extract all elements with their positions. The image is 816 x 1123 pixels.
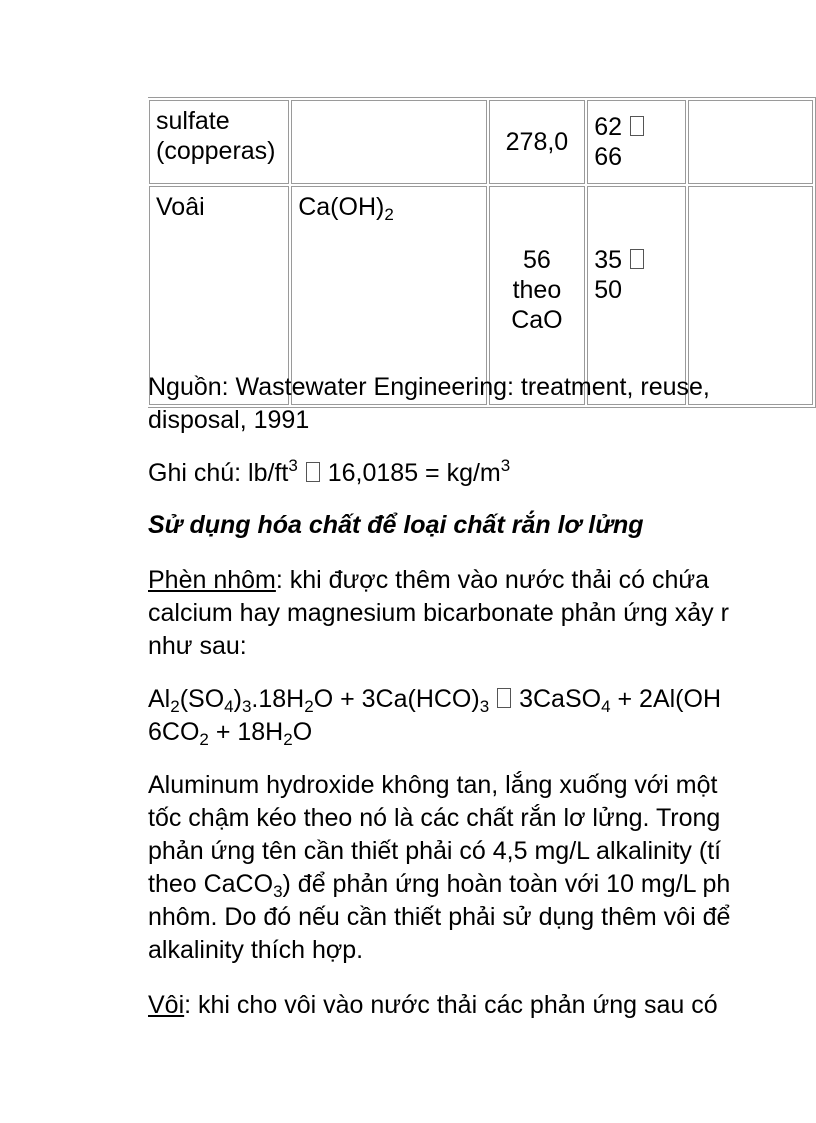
section-heading: Sử dụng hóa chất để loại chất rắn lơ lửng	[148, 511, 644, 539]
lime-paragraph: Vôi: khi cho vôi vào nước thải các phản ứng sau có	[148, 991, 718, 1019]
molecular-weight-basis-compound: CaO	[511, 306, 563, 334]
alum-paragraph: Phèn nhôm: khi được thêm vào nước thải có chứa calcium hay magnesium bicarbonate phản ứng xảy r như sau:	[148, 566, 729, 660]
lime-term: Vôi	[148, 991, 185, 1019]
chemical-table	[148, 97, 816, 408]
alum-term: Phèn nhôm	[148, 566, 276, 594]
range-end: 66	[594, 143, 623, 171]
range-end: 50	[594, 276, 623, 304]
chemical-name: sulfate	[156, 107, 230, 135]
formula-subscript: 2	[384, 205, 394, 224]
formula: Ca(OH)	[298, 193, 385, 221]
empty-cell	[688, 100, 813, 184]
chemical-name: Voâi	[156, 193, 205, 221]
chemical-name-cell	[149, 100, 289, 184]
hydroxide-paragraph: Aluminum hydroxide không tan, lắng xuống với một tốc chậm kéo theo nó là các chất rắn lơ lửng. Trong phản ứng tên cần thiết phải có 4,5 mg/L alkalinity (tí theo CaCO$_3$) để phản ứng hoàn toàn với 10 mg/L ph nhôm. Do đó nếu cần thiết phải sử dụng thêm vôi để alkalinity thích hợp.	[148, 771, 731, 964]
source-line: Nguồn: Wastewater Engineering: treatment, reuse,	[148, 373, 710, 401]
source-citation	[148, 371, 816, 437]
table-row	[149, 100, 813, 184]
chemical-name-alias: (copperas)	[156, 137, 276, 165]
unit-note: Ghi chú: $lb/ft^3$ $16,0185 = kg/m^3$	[148, 456, 511, 487]
molecular-weight: 278,0	[505, 128, 569, 156]
missing-glyph-icon	[306, 462, 320, 482]
molecular-weight-basis: theo	[512, 276, 562, 304]
molecular-weight: 56	[523, 246, 551, 274]
document-page	[148, 97, 816, 1097]
missing-glyph-icon	[497, 688, 511, 708]
missing-glyph-icon	[630, 116, 644, 136]
range-start: 35	[594, 246, 623, 274]
density-range-cell	[587, 100, 686, 184]
formula-cell	[291, 100, 486, 184]
alum-reaction-equation: $Al_2(SO_4)_3.18H_2O + 3Ca(HCO)_3$ 3CaSO$_4$ + 2Al(OH $6CO_2 + 18H_2O$	[148, 685, 721, 749]
source-line: disposal, 1991	[148, 406, 310, 434]
missing-glyph-icon	[630, 249, 644, 269]
molecular-weight-cell	[489, 100, 586, 184]
range-start: 62	[594, 113, 623, 141]
